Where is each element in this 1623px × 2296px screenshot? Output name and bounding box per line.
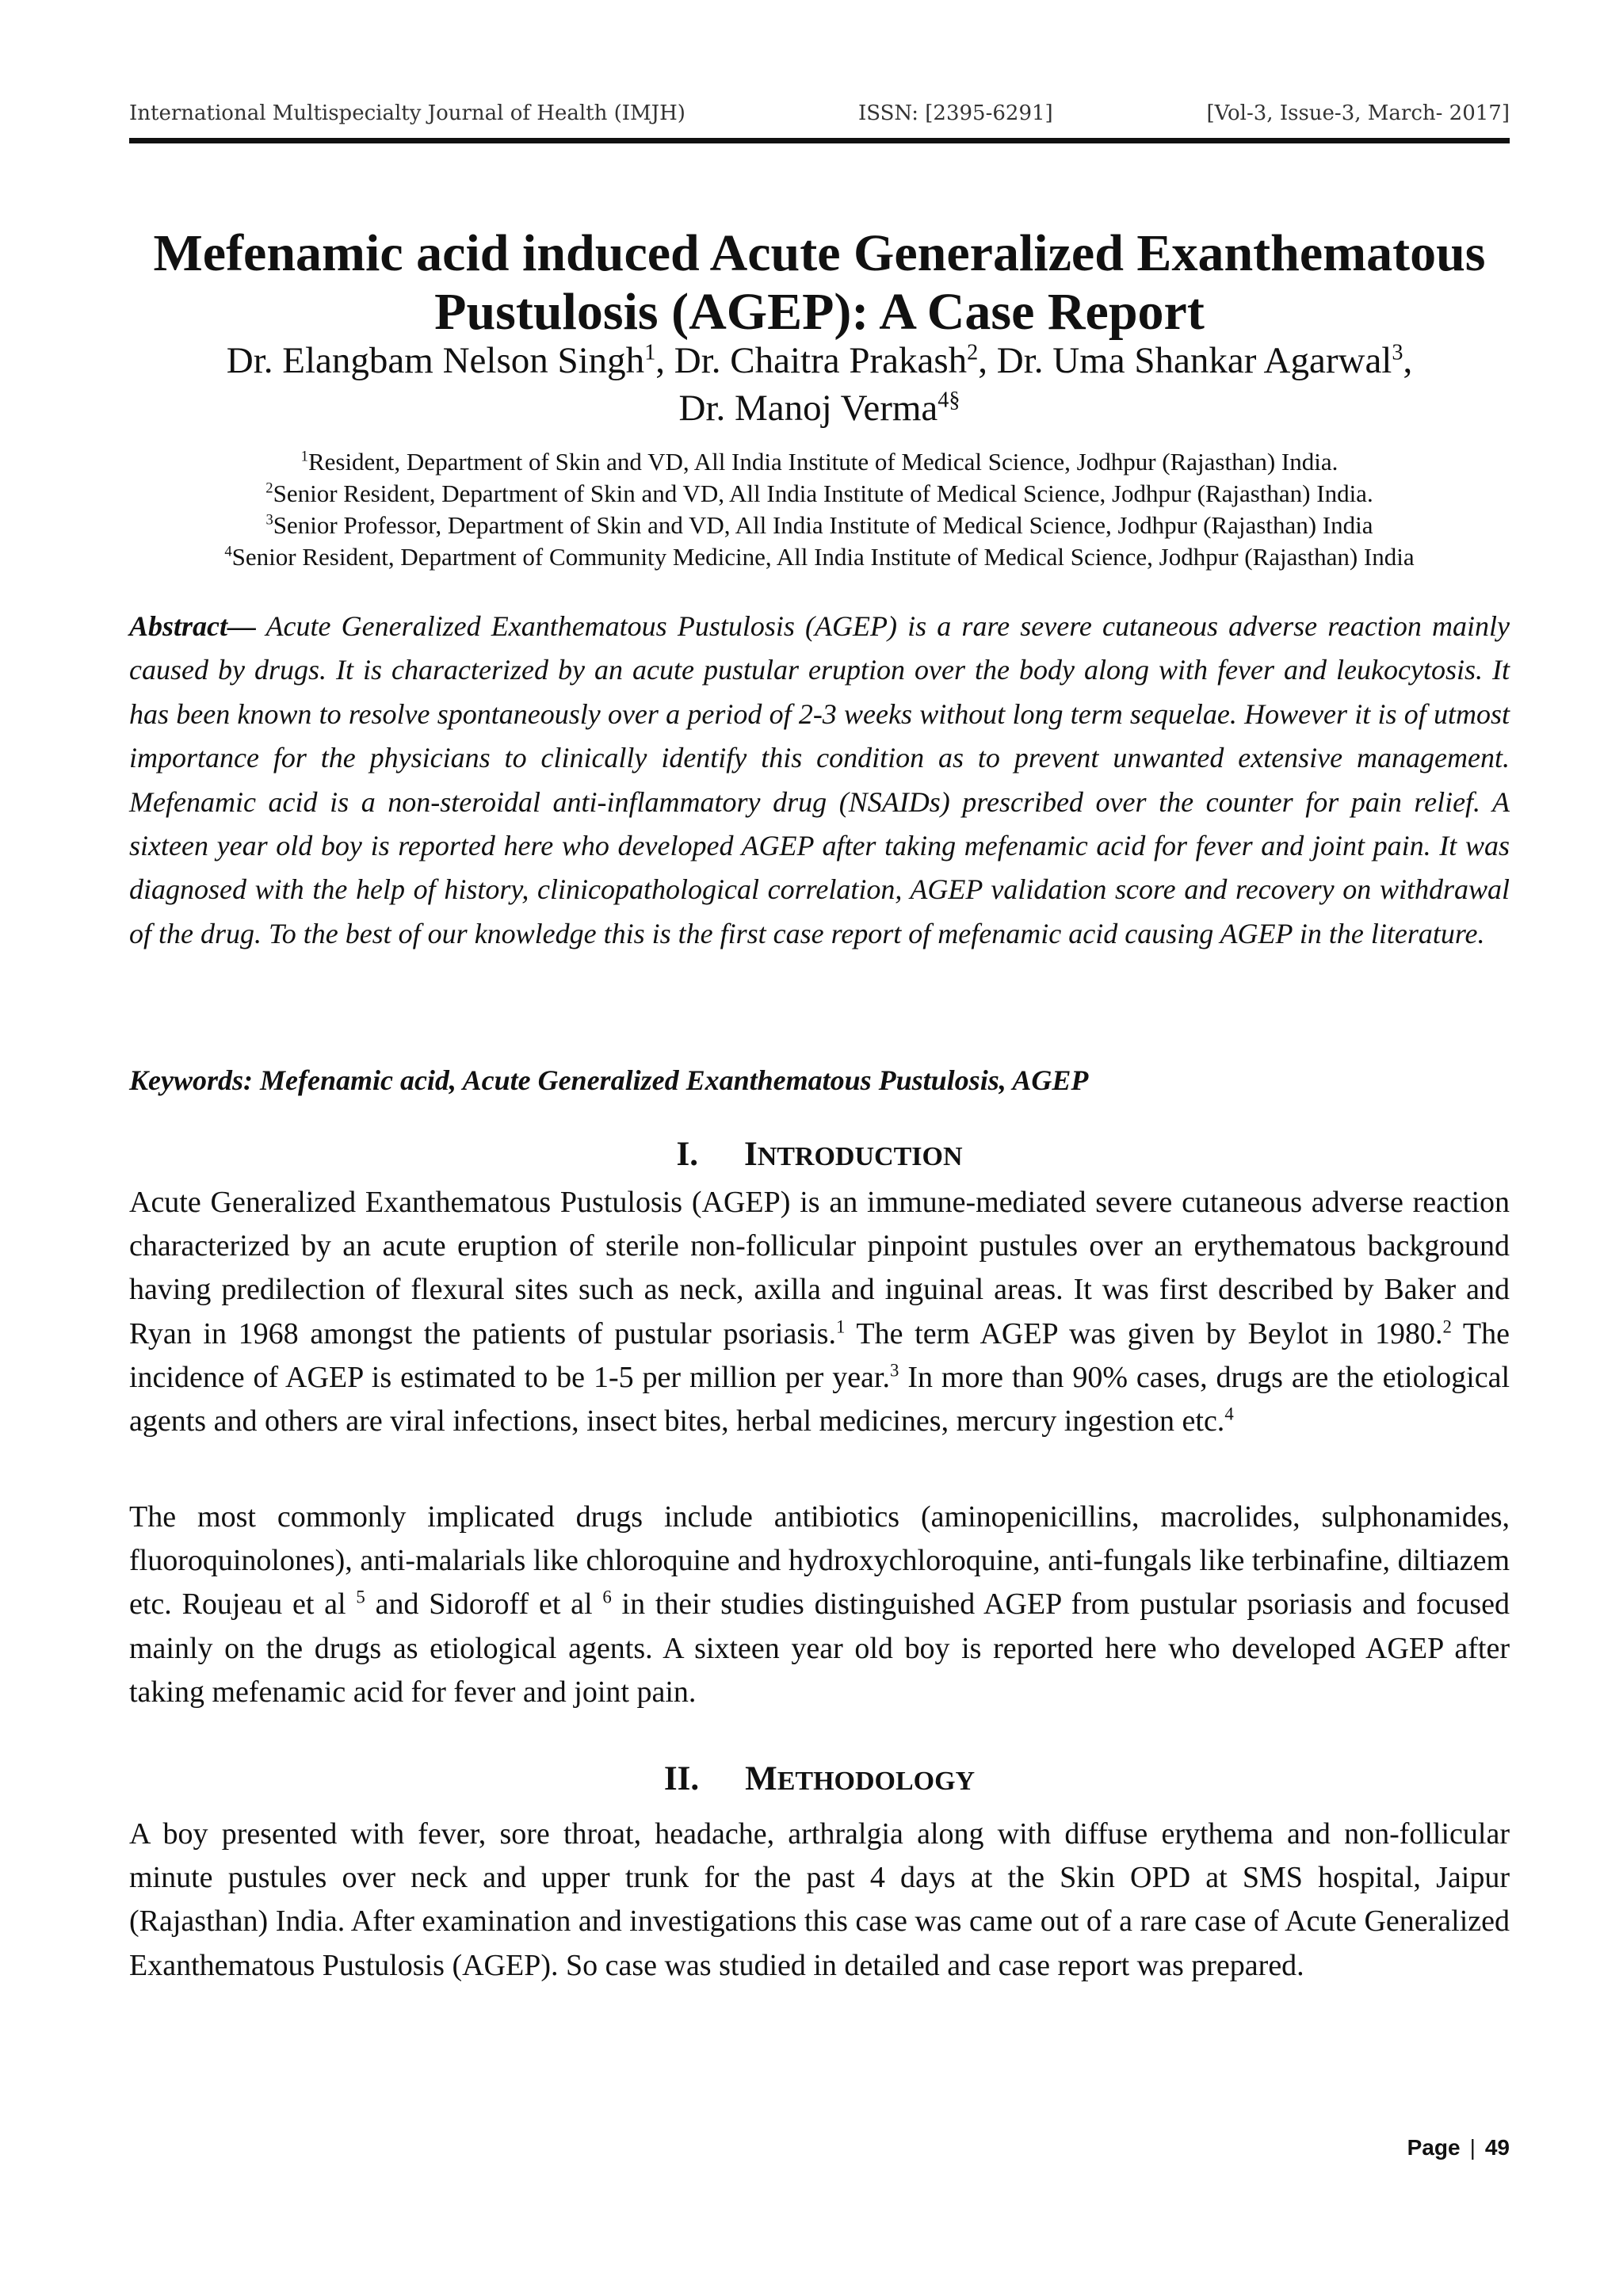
affiliation-text: Resident, Department of Skin and VD, All India Institute of Medical Science, Jodhpur (Rajasthan) India. (307, 448, 1338, 476)
section-title-initial: I (743, 1136, 758, 1173)
intro-paragraph-2 (129, 1496, 1510, 1714)
text-run: and Sidoroff et al (365, 1587, 603, 1622)
journal-volume: [Vol-3, Issue-3, March- 2017] (1206, 101, 1510, 125)
abstract (129, 605, 1510, 956)
author-marker: 2 (967, 340, 979, 365)
citation-marker: 6 (602, 1587, 612, 1607)
page-footer (1407, 2135, 1510, 2160)
author-marker: 4§ (938, 388, 960, 413)
citation-marker: 2 (1442, 1316, 1452, 1336)
section-number: II. (663, 1760, 700, 1797)
text-run: The most commonly implicated drugs include antibiotics (aminopenicillins, macrolides, sulphonamides, fluoroquinolones), anti-malarials like chloroquine and hydroxychloroquine, anti-fungals like terbinafine, diltiazem etc. Roujeau et al (129, 1500, 1510, 1622)
affiliation-text: Senior Professor, Department of Skin and VD, All India Institute of Medical Science, Jodhpur (Rajasthan) India (273, 511, 1373, 539)
text-run: The incidence of AGEP is estimated to be 1-5 per million per year. (129, 1316, 1510, 1394)
running-header (129, 101, 1510, 133)
section-title-initial: M (745, 1760, 777, 1797)
author-name: Dr. Elangbam Nelson Singh (226, 340, 645, 381)
text-run: The term AGEP was given by Beylot in 1980. (845, 1316, 1443, 1350)
affiliation-marker: 4 (224, 543, 232, 560)
intro-paragraph-1 (129, 1181, 1510, 1443)
text-run: In more than 90% cases, drugs are the etiological agents and others are viral infections, insect bites, herbal medicines, mercury ingestion etc. (129, 1360, 1510, 1438)
abstract-text: Acute Generalized Exanthematous Pustulosis (AGEP) is a rare severe cutaneous adverse reaction mainly caused by drugs. It is characterized by an acute pustular eruption over the body along with fever and leukocytosis. It has been known to resolve spontaneously over a period of 2-3 weeks without long term sequelae. However it is of utmost importance for the physicians to clinically identify this condition as to prevent unwanted extensive management. Mefenamic acid is a non-steroidal anti-inflammatory drug (NSAIDs) prescribed over the counter for pain relief. A sixteen year old boy is reported here who developed AGEP after taking mefenamic acid for fever and joint pain. It was diagnosed with the help of history, clinicopathological correlation, AGEP validation score and recovery on withdrawal of the drug. To the best of our knowledge this is the first case report of mefenamic acid causing AGEP in the literature. (129, 610, 1510, 949)
affiliation-line (129, 478, 1510, 510)
section-heading-methodology (129, 1757, 1510, 1803)
section-title-rest: ETHODOLOGY (777, 1767, 976, 1796)
header-divider (129, 138, 1510, 143)
affiliation-marker: 3 (265, 511, 273, 529)
affiliation-line (129, 541, 1510, 573)
author-name: Dr. Chaitra Prakash (674, 340, 968, 381)
section-heading-introduction (129, 1133, 1510, 1179)
affiliations (129, 446, 1510, 573)
author-name: Dr. Manoj Verma (678, 388, 938, 429)
section-title-rest: NTRODUCTION (757, 1142, 963, 1171)
text-run: Acute Generalized Exanthematous Pustulosis (AGEP) is an immune-mediated severe cutaneous adverse reaction characterized by an acute eruption of sterile non-follicular pinpoint pustules over an erythematous background having predilection of flexural sites such as neck, axilla and inguinal areas. It was first described by Baker and Ryan in 1968 amongst the patients of pustular psoriasis. (129, 1186, 1510, 1350)
page-label: Page (1407, 2135, 1461, 2160)
author-marker: 1 (644, 340, 656, 365)
author-name: Dr. Uma Shankar Agarwal (996, 340, 1392, 381)
author-list: Dr. Elangbam Nelson Singh$^1$, Dr. Chaitra Prakash$^2$, Dr. Uma Shankar Agarwal$^3$, Dr. Manoj Verma$^{4\S}$ (226, 340, 1413, 429)
affiliation-line (129, 510, 1510, 541)
methodology-paragraph: A boy presented with fever, sore throat, headache, arthralgia along with diffuse erythema and non-follicular minute pustules over neck and upper trunk for the past 4 days at the Skin OPD at SMS hospital, Jaipur (Rajasthan) India. After examination and investigations this case was came out of a rare case of Acute Generalized Exanthematous Pustulosis (AGEP). So case was studied in detailed and case report was prepared. (129, 1817, 1510, 1982)
citation-marker: 4 (1224, 1404, 1234, 1424)
citation-marker: 1 (835, 1316, 846, 1336)
affiliation-text: Senior Resident, Department of Community Medicine, All India Institute of Medical Science, Jodhpur (Rajasthan) India (231, 543, 1415, 571)
affiliation-marker: 1 (300, 448, 308, 465)
affiliation-marker: 2 (265, 479, 273, 497)
keywords: Keywords: Mefenamic acid, Acute Generalized Exanthematous Pustulosis, AGEP (129, 1064, 1089, 1096)
journal-issn: ISSN: [2395-6291] (858, 101, 1053, 125)
affiliation-line (129, 446, 1510, 478)
paper-title: Mefenamic acid induced Acute Generalized Exanthematous Pustulosis (AGEP): A Case Report (153, 224, 1486, 341)
abstract-label: Abstract— (129, 610, 257, 642)
section-number: I. (676, 1136, 698, 1173)
text-run: in their studies distinguished AGEP from pustular psoriasis and focused mainly on the drugs as etiological agents. A sixteen year old boy is reported here who developed AGEP after taking mefenamic acid for fever and joint pain. (129, 1587, 1510, 1709)
citation-marker: 5 (356, 1587, 365, 1607)
author-marker: 3 (1392, 340, 1403, 365)
journal-name: International Multispecialty Journal of Health (IMJH) (129, 101, 685, 125)
page-number: 49 (1484, 2135, 1510, 2160)
page-separator: | (1469, 2135, 1476, 2160)
affiliation-text: Senior Resident, Department of Skin and VD, All India Institute of Medical Science, Jodhpur (Rajasthan) India. (273, 479, 1373, 507)
citation-marker: 3 (889, 1360, 899, 1381)
